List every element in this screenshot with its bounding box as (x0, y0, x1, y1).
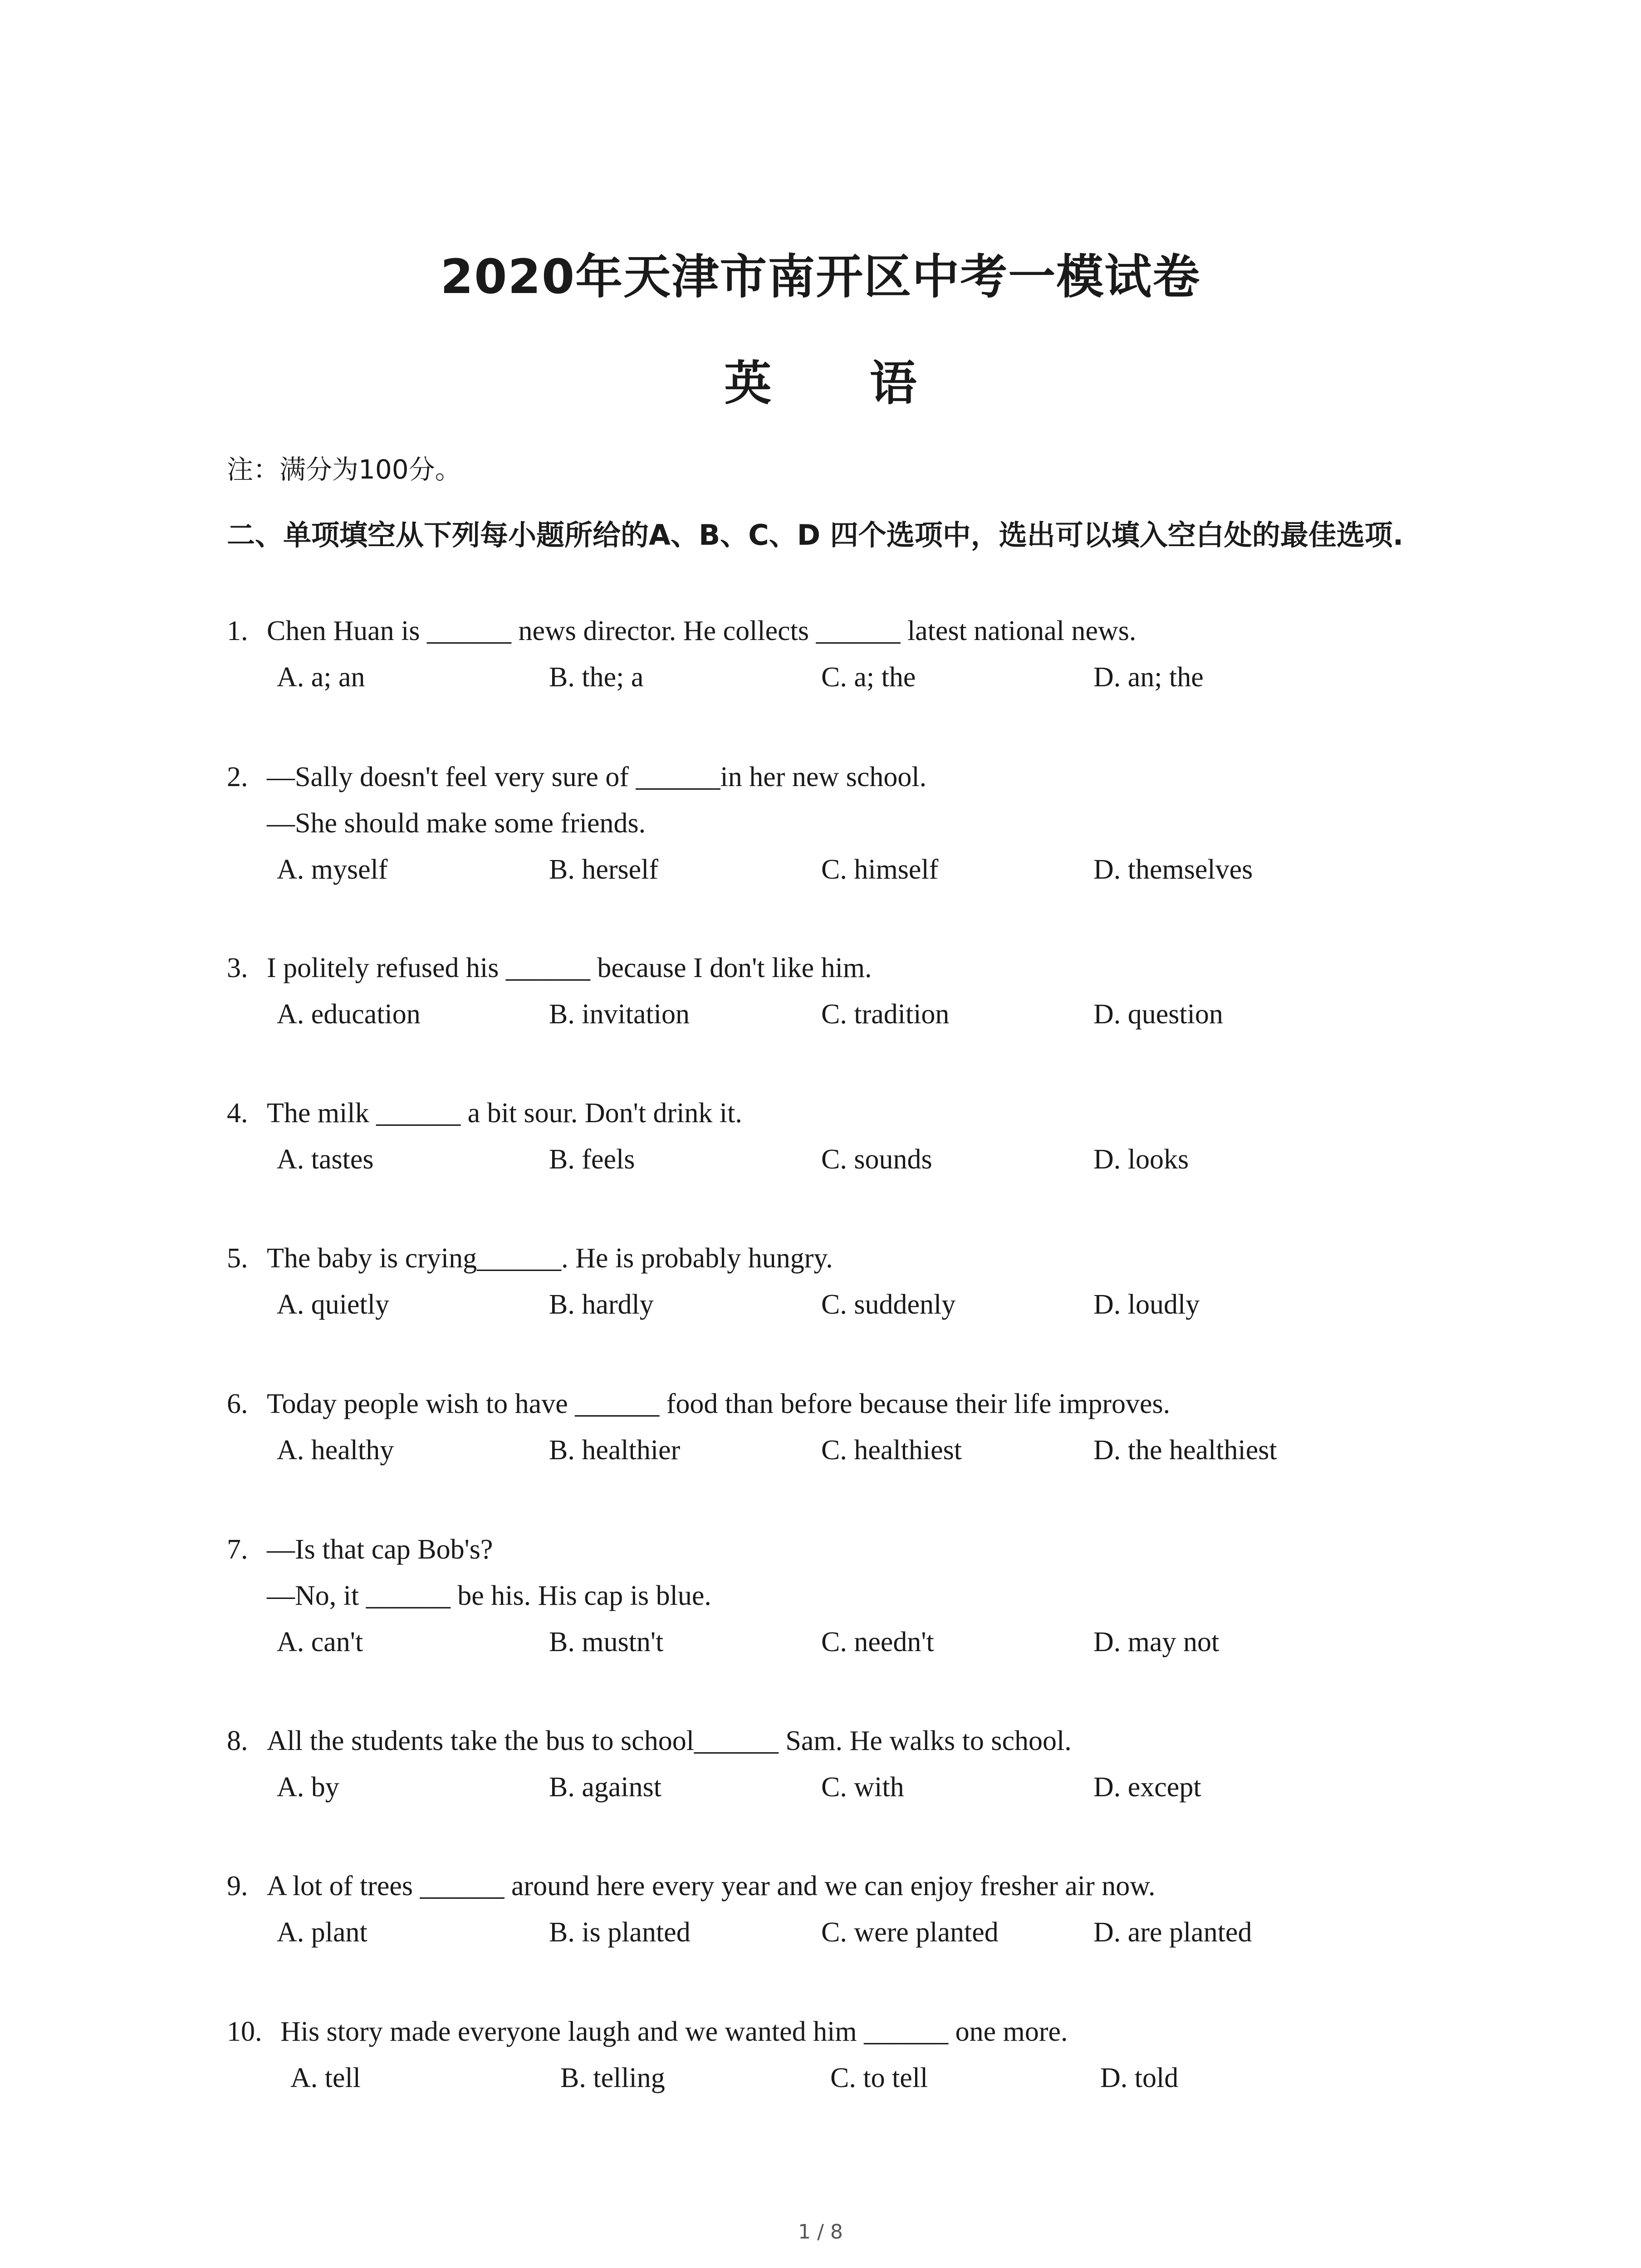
question-number: 4. (227, 1098, 248, 1129)
option-b: B. is planted (549, 1917, 691, 1948)
option-d: D. may not (1093, 1627, 1220, 1657)
question-6 (227, 1381, 1452, 1473)
page-title: 2020年天津市南开区中考一模试卷 (440, 249, 1201, 304)
score-note: 注：满分为100分。 (227, 454, 461, 485)
question-text: —Is that cap Bob's? (267, 1534, 493, 1565)
section-heading: 二、单项填空从下列每小题所给的A、B、C、D 四个选项中，选出可以填入空白处的最佳选项. (227, 518, 1404, 552)
question-number: 8. (227, 1725, 248, 1756)
question-4 (227, 1090, 1452, 1183)
options-row (227, 1909, 1452, 1955)
question-text: Chen Huan is ______ news director. He collects ______ latest national news. (267, 616, 1136, 646)
option-a: A. education (277, 999, 421, 1030)
question-number: 2. (227, 762, 248, 792)
option-b: B. feels (549, 1144, 635, 1175)
question-text: A lot of trees ______ around here every year and we can enjoy fresher air now. (267, 1871, 1156, 1901)
option-a: A. healthy (277, 1435, 394, 1466)
option-c: C. needn't (821, 1627, 934, 1657)
option-c: C. to tell (830, 2063, 928, 2093)
option-a: A. quietly (277, 1289, 389, 1320)
question-8 (227, 1718, 1452, 1810)
option-d: D. an; the (1093, 662, 1204, 693)
question-number: 3. (227, 953, 248, 983)
options-row (227, 1136, 1452, 1183)
question-5 (227, 1235, 1452, 1328)
option-b: B. mustn't (549, 1627, 664, 1657)
question-number: 9. (227, 1871, 248, 1901)
option-b: B. invitation (549, 999, 690, 1030)
option-d: D. loudly (1093, 1289, 1200, 1320)
question-text: All the students take the bus to school______ Sam. He walks to school. (267, 1725, 1072, 1756)
question-1 (227, 608, 1452, 700)
option-c: C. healthiest (821, 1435, 962, 1466)
option-a: A. myself (277, 854, 388, 885)
option-c: C. himself (821, 854, 939, 885)
option-b: B. healthier (549, 1435, 681, 1466)
option-b: B. herself (549, 854, 659, 885)
question-3 (227, 945, 1452, 1037)
option-d: D. are planted (1093, 1917, 1252, 1948)
option-a: A. by (277, 1772, 339, 1803)
question-number: 1. (227, 616, 248, 646)
options-row (227, 1281, 1452, 1328)
option-b: B. against (549, 1772, 661, 1803)
options-row (227, 991, 1452, 1037)
option-d: D. except (1093, 1772, 1201, 1803)
option-d: D. told (1100, 2063, 1179, 2093)
question-10 (227, 2009, 1452, 2101)
question-text: His story made everyone laugh and we wanted him ______ one more. (280, 2016, 1068, 2047)
option-b: B. telling (560, 2063, 665, 2093)
question-number: 10. (227, 2016, 262, 2047)
option-a: A. can't (277, 1627, 363, 1657)
option-b: B. hardly (549, 1289, 654, 1320)
question-text: Today people wish to have ______ food than before because their life improves. (267, 1388, 1171, 1419)
option-c: C. were planted (821, 1917, 999, 1948)
question-text: The milk ______ a bit sour. Don't drink it. (267, 1098, 742, 1129)
options-row (227, 1764, 1452, 1810)
option-d: D. question (1093, 999, 1223, 1030)
question-2 (227, 754, 1452, 893)
option-c: C. a; the (821, 662, 916, 693)
option-c: C. sounds (821, 1144, 932, 1175)
question-number: 7. (227, 1534, 248, 1565)
option-c: C. tradition (821, 999, 950, 1030)
option-c: C. suddenly (821, 1289, 956, 1320)
option-a: A. a; an (277, 662, 365, 693)
option-a: A. tell (290, 2063, 361, 2093)
option-b: B. the; a (549, 662, 644, 693)
question-9 (227, 1863, 1452, 1955)
page-number: 1 / 8 (798, 2220, 843, 2244)
question-7 (227, 1526, 1452, 1665)
question-number: 5. (227, 1243, 248, 1274)
option-c: C. with (821, 1772, 904, 1803)
option-d: D. themselves (1093, 854, 1253, 885)
options-row (227, 654, 1452, 700)
subject-title: 英 语 (724, 356, 958, 411)
question-number: 6. (227, 1388, 248, 1419)
question-text: The baby is crying______. He is probably hungry. (267, 1243, 833, 1274)
options-row (227, 1427, 1452, 1473)
options-row (227, 846, 1452, 893)
options-row (227, 2055, 1452, 2101)
question-text: —She should make some friends. (267, 808, 646, 839)
question-text: I politely refused his ______ because I don't like him. (267, 953, 872, 983)
option-d: D. the healthiest (1093, 1435, 1277, 1466)
option-a: A. plant (277, 1917, 367, 1948)
option-d: D. looks (1093, 1144, 1189, 1175)
question-text: —No, it ______ be his. His cap is blue. (267, 1580, 711, 1611)
option-a: A. tastes (277, 1144, 374, 1175)
question-text: —Sally doesn't feel very sure of ______in her new school. (267, 762, 927, 792)
options-row (227, 1619, 1452, 1665)
